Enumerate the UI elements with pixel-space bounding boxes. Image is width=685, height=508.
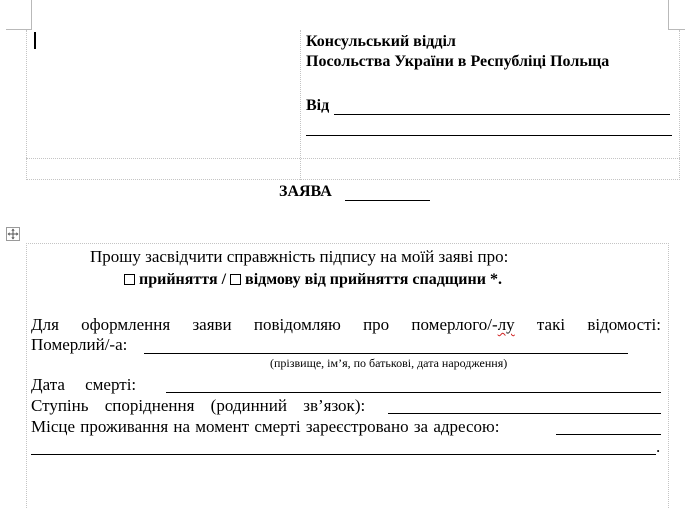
from-field-second-line[interactable] bbox=[306, 118, 672, 136]
body-table-border-right bbox=[668, 243, 669, 508]
choice-separator: / bbox=[221, 271, 227, 288]
residence-field[interactable] bbox=[556, 417, 661, 435]
checkbox-icon[interactable] bbox=[230, 274, 241, 285]
relation-field[interactable] bbox=[388, 396, 661, 414]
deceased-label: Померлий/-а: bbox=[31, 335, 128, 354]
death-date-field[interactable] bbox=[166, 375, 661, 393]
choice-accept: прийняття bbox=[139, 271, 218, 288]
info-paragraph-start: Для оформлення заяви повідомляю про померлого/- bbox=[31, 315, 498, 334]
document-title: ЗАЯВА bbox=[279, 183, 332, 200]
margin-crop-mark-top-right bbox=[668, 29, 685, 30]
residence-end-mark: . bbox=[656, 437, 661, 456]
deceased-field[interactable] bbox=[144, 336, 628, 354]
deceased-hint: (прізвище, ім’я, по батькові, дата народження) bbox=[270, 356, 508, 370]
residence-field-second-line[interactable] bbox=[31, 437, 656, 455]
info-paragraph bbox=[31, 315, 661, 335]
intro-text: Прошу засвідчити справжність підпису на моїй заяві про: bbox=[90, 247, 509, 266]
body-table-border-top bbox=[26, 243, 669, 244]
margin-crop-mark-left bbox=[31, 0, 32, 29]
relation-label: Ступінь споріднення (родинний зв’язок): bbox=[31, 396, 366, 415]
from-field[interactable] bbox=[334, 96, 670, 115]
title-number-field[interactable] bbox=[345, 183, 430, 201]
choice-refuse: відмову від прийняття спадщини *. bbox=[245, 271, 502, 288]
residence-label: Місце проживання на момент смерті зареєстровано за адресою: bbox=[31, 417, 500, 436]
checkbox-icon[interactable] bbox=[124, 274, 135, 285]
choice-line bbox=[124, 270, 502, 289]
body-table-border-left bbox=[26, 243, 27, 508]
move-arrows-icon bbox=[7, 228, 19, 240]
header-table-border-bottom bbox=[26, 179, 680, 180]
margin-crop-mark-right bbox=[668, 0, 669, 29]
text-cursor bbox=[34, 32, 36, 49]
addressee-line-1: Консульський відділ bbox=[306, 33, 456, 50]
info-paragraph-end: такі відомості: bbox=[514, 315, 662, 334]
margin-crop-mark-top-left bbox=[6, 29, 32, 30]
spelling-flag: лу bbox=[497, 315, 515, 334]
from-label: Від bbox=[306, 97, 330, 114]
table-move-handle[interactable] bbox=[6, 227, 20, 241]
header-table-row-divider bbox=[26, 158, 680, 159]
addressee-line-2: Посольства України в Республіці Польща bbox=[306, 53, 610, 70]
death-date-label: Дата смерті: bbox=[31, 375, 137, 394]
